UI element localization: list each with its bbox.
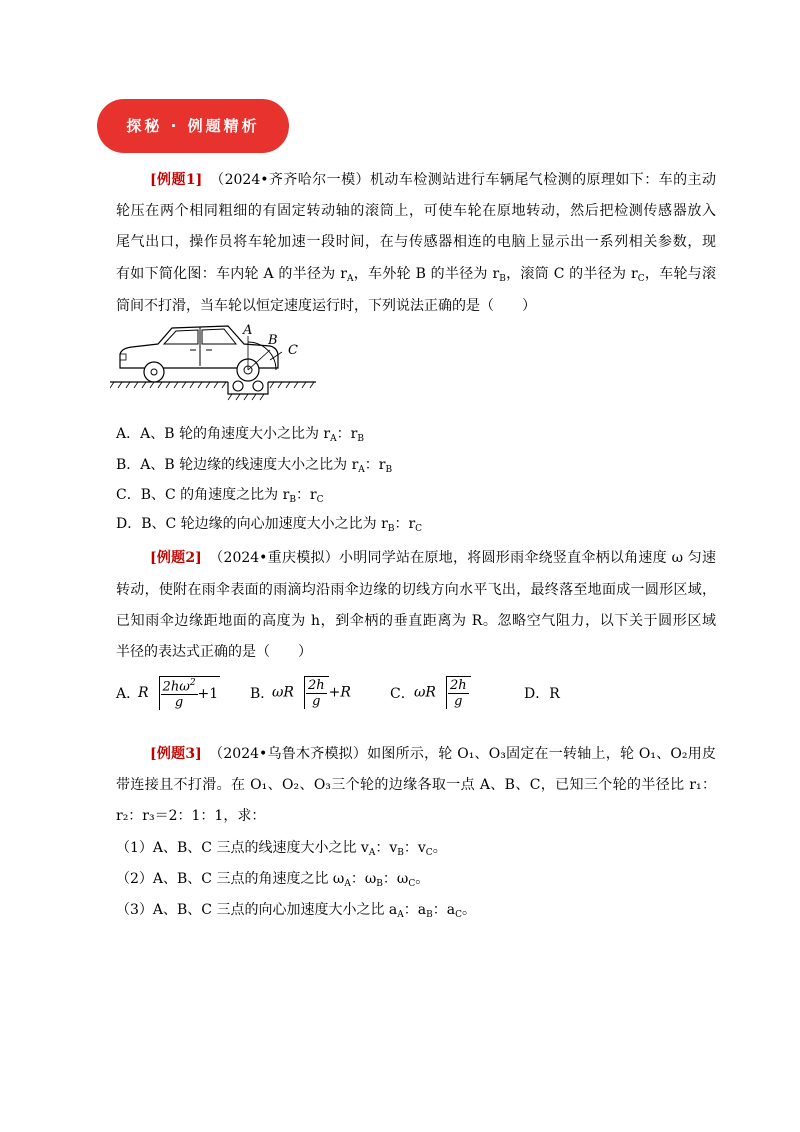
ex2-option-b-label: B． bbox=[250, 686, 275, 702]
ex3-line-1: [例题3] （2024•乌鲁木齐模拟）如图所示，轮 O₁、O₃固定在一转轴上，轮 O₁、O₂用皮 bbox=[150, 746, 716, 762]
car-figure bbox=[110, 320, 330, 410]
fig-label-c: C bbox=[288, 343, 298, 358]
ex3-question-3: （3）A、B、C 三点的向心加速度大小之比 $a_A$：$a_B$：$a_C$。 bbox=[116, 902, 476, 920]
ex1-option-c: C．B、C 的角速度之比为 $r_B$：$r_C$ bbox=[116, 487, 324, 505]
ex2-tag: [例题2] bbox=[150, 550, 202, 566]
fig-label-b: B bbox=[268, 333, 278, 348]
ex1-option-b: B．A、B 轮边缘的线速度大小之比为 $r_A$：$r_B$ bbox=[116, 457, 393, 475]
ex3-line-3: r₂：r₃＝2：1：1，求： bbox=[116, 808, 266, 824]
ex2-option-a-label: A． bbox=[116, 686, 141, 702]
ex2-option-a-formula: R $\frac{2h\omega^2}{g}$ +1 bbox=[138, 678, 219, 711]
ex2-option-d: D．R bbox=[524, 686, 560, 702]
ex3-line-2: 带连接且不打滑。在 O₁、O₂、O₃三个轮的边缘各取一点 A、B、C，已知三个轮的半径比 r₁： bbox=[116, 777, 716, 793]
ex1-line-5: 筒间不打滑，当车轮以恒定速度运行时，下列说法正确的是（ ） bbox=[116, 298, 536, 314]
fig-label-a: A bbox=[243, 323, 253, 338]
ex3-question-2: （2）A、B、C 三点的角速度之比 $\omega_A$：$\omega_B$：$\omega_C$。 bbox=[116, 871, 430, 889]
section-badge: 探秘 · 例题精析 bbox=[97, 99, 289, 153]
ex3-tag: [例题3] bbox=[150, 746, 202, 762]
ex1-line-4: 有如下简化图：车内轮 A 的半径为 $r_A$，车外轮 B 的半径为 $r_B$，滚筒 C 的半径为 $r_C$，车轮与滚 bbox=[116, 266, 717, 284]
ex1-line-3: 尾气出口，操作员将车轮加速一段时间，在与传感器相连的电脑上显示出一系列相关参数，现 bbox=[116, 234, 716, 250]
ex1-line-2: 轮压在两个相同粗细的有固定转动轴的滚筒上，可使车轮在原地转动，然后把检测传感器放入 bbox=[116, 203, 716, 219]
ex2-option-c-formula: ωR $\frac{2h}{g}$ bbox=[414, 676, 471, 709]
ex1-option-d: D．B、C 轮边缘的向心加速度大小之比为 $r_B$：$r_C$ bbox=[116, 516, 423, 534]
ex2-option-c-label: C． bbox=[390, 686, 415, 702]
ex1-line-1: [例题1] （2024•齐齐哈尔一模）机动车检测站进行车辆尾气检测的原理如下：车的主动 bbox=[150, 172, 716, 188]
ex1-tag: [例题1] bbox=[150, 172, 203, 188]
ex2-option-b-formula: ωR $\frac{2h}{g}$ +R bbox=[272, 678, 351, 709]
ex2-line-1: [例题2] （2024•重庆模拟）小明同学站在原地，将圆形雨伞绕竖直伞柄以角速度 ω 匀速 bbox=[150, 550, 716, 566]
ex3-question-1: （1）A、B、C 三点的线速度大小之比 $v_A$：$v_B$：$v_C$。 bbox=[116, 840, 447, 858]
ex1-option-a: A．A、B 轮的角速度大小之比为 $r_A$：$r_B$ bbox=[116, 426, 364, 444]
ex2-line-2: 转动，使附在雨伞表面的雨滴均沿雨伞边缘的切线方向水平飞出，最终落至地面成一圆形区域， bbox=[116, 582, 716, 598]
ex2-line-4: 半径的表达式正确的是（ ） bbox=[116, 644, 312, 660]
ex2-line-3: 已知雨伞边缘距地面的高度为 h，到伞柄的垂直距离为 R。忽略空气阻力，以下关于圆形区域 bbox=[116, 613, 716, 629]
